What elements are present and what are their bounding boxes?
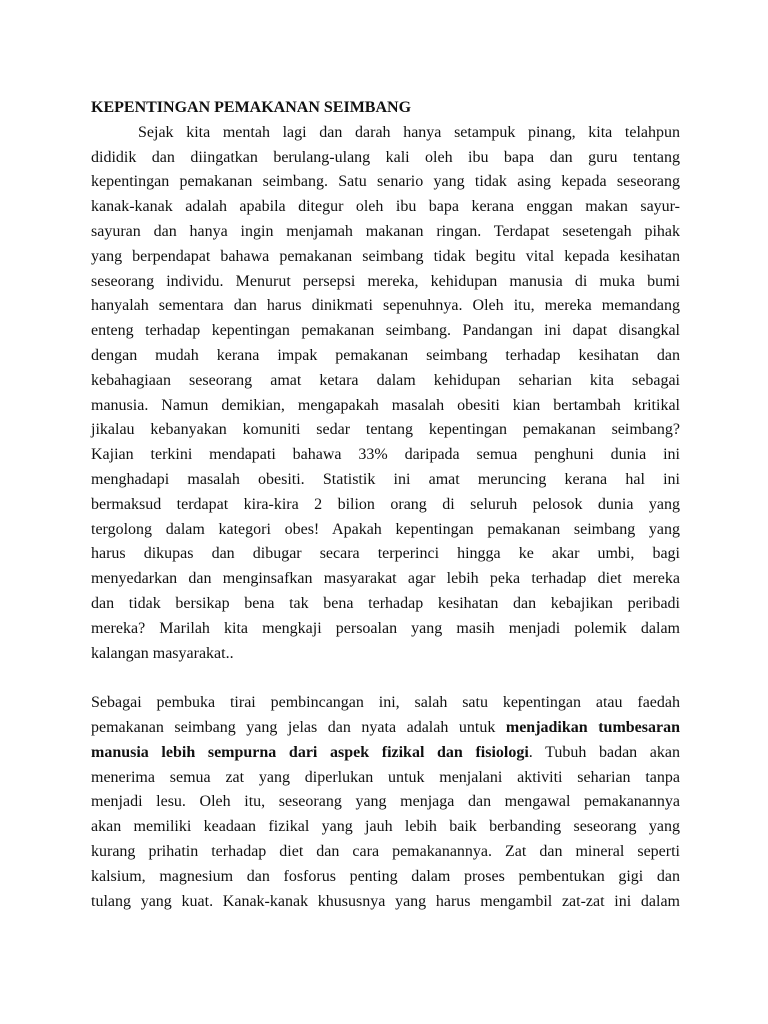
- paragraph-line: menyedarkan dan menginsafkan masyarakat agar lebih peka terhadap diet mereka: [91, 570, 680, 588]
- paragraph-line: [91, 741, 680, 766]
- paragraph-line: dan tidak bersikap bena tak bena terhadap kesihatan dan kebajikan peribadi: [91, 594, 680, 612]
- paragraph-line: dididik dan diingatkan berulang-ulang kali oleh ibu bapa dan guru tentang: [91, 148, 680, 166]
- paragraph-line: kepentingan pemakanan seimbang. Satu senario yang tidak asing kepada seseorang: [91, 173, 680, 191]
- paragraph-line: Sejak kita mentah lagi dan darah hanya setampuk pinang, kita telahpun: [138, 123, 680, 141]
- paragraph-line: sayuran dan hanya ingin menjamah makanan ringan. Terdapat sesetengah pihak: [91, 222, 680, 240]
- paragraph-line: mereka? Marilah kita mengkaji persoalan yang masih menjadi polemik dalam: [91, 619, 680, 637]
- paragraph-line: tergolong dalam kategori obes! Apakah kepentingan pemakanan seimbang yang: [91, 520, 680, 538]
- paragraph-line: harus dikupas dan dibugar secara terperinci hingga ke akar umbi, bagi: [91, 545, 680, 563]
- paragraph-line: kebahagiaan seseorang amat ketara dalam kehidupan seharian kita sebagai: [91, 371, 680, 389]
- paragraph-line: Sebagai pembuka tirai pembincangan ini, salah satu kepentingan atau faedah: [91, 694, 680, 712]
- paragraph-line: kalangan masyarakat..: [91, 644, 234, 662]
- emphasis-text: manusia lebih sempurna dari aspek fizikal dan fisiologi: [91, 743, 529, 761]
- paragraph-1: [91, 121, 680, 667]
- paragraph-line: jikalau kebanyakan komuniti sedar tentang kepentingan pemakanan seimbang?: [91, 421, 680, 439]
- paragraph-line: menghadapi masalah obesiti. Statistik ini amat meruncing kerana hal ini: [91, 470, 680, 488]
- paragraph-text: pemakanan seimbang yang jelas dan nyata adalah untuk: [91, 718, 506, 736]
- paragraph-line: manusia. Namun demikian, mengapakah masalah obesiti kian bertambah kritikal: [91, 396, 680, 414]
- paragraph-line: menerima semua zat yang diperlukan untuk menjalani aktiviti seharian tanpa: [91, 768, 680, 786]
- paragraph-line: kanak-kanak adalah apabila ditegur oleh ibu bapa kerana enggan makan sayur-: [91, 198, 680, 216]
- paragraph-line: bermaksud terdapat kira-kira 2 bilion orang di seluruh pelosok dunia yang: [91, 495, 680, 513]
- paragraph-line: tulang yang kuat. Kanak-kanak khususnya yang harus mengambil zat-zat ini dalam: [91, 892, 680, 910]
- paragraph-spacer: [91, 666, 680, 691]
- paragraph-line: [91, 716, 680, 741]
- paragraph-line: dengan mudah kerana impak pemakanan seimbang terhadap kesihatan dan: [91, 346, 680, 364]
- emphasis-text: menjadikan tumbesaran: [505, 718, 680, 736]
- paragraph-line: enteng terhadap kepentingan pemakanan seimbang. Pandangan ini dapat disangkal: [91, 322, 680, 340]
- paragraph-2: [91, 691, 680, 914]
- document-page: [91, 96, 680, 914]
- paragraph-line: kurang prihatin terhadap diet dan cara pemakanannya. Zat dan mineral seperti: [91, 842, 680, 860]
- paragraph-line: kalsium, magnesium dan fosforus penting dalam proses pembentukan gigi dan: [91, 867, 680, 885]
- paragraph-line: hanyalah sementara dan harus dinikmati sepenuhnya. Oleh itu, mereka memandang: [91, 297, 680, 315]
- paragraph-line: seseorang individu. Menurut persepsi mereka, kehidupan manusia di muka bumi: [91, 272, 680, 290]
- paragraph-line: yang berpendapat bahawa pemakanan seimbang tidak begitu vital kepada kesihatan: [91, 247, 680, 265]
- paragraph-text: . Tubuh badan akan: [528, 743, 681, 761]
- document-title: KEPENTINGAN PEMAKANAN SEIMBANG: [91, 99, 412, 116]
- paragraph-line: menjadi lesu. Oleh itu, seseorang yang menjaga dan mengawal pemakanannya: [91, 793, 680, 811]
- paragraph-line: Kajian terkini mendapati bahawa 33% daripada semua penghuni dunia ini: [91, 446, 680, 464]
- paragraph-line: akan memiliki keadaan fizikal yang jauh lebih baik berbanding seseorang yang: [91, 818, 680, 836]
